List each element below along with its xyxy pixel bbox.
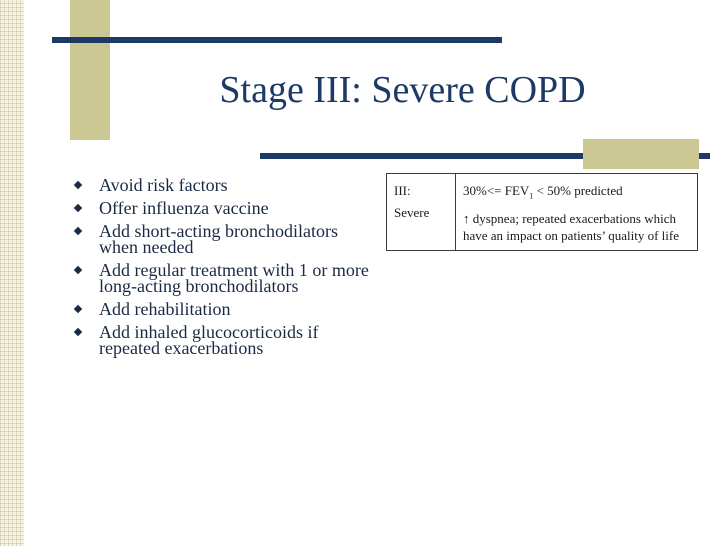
stage-cell <box>387 174 456 251</box>
diamond-bullet-icon <box>74 266 82 274</box>
table-row <box>387 174 698 251</box>
side-stripe-decoration <box>0 0 24 546</box>
diamond-bullet-icon <box>74 181 82 189</box>
diamond-bullet-icon <box>74 227 82 235</box>
bullet-item: Add short-acting bronchodilators when needed <box>72 223 372 255</box>
bullet-list <box>72 177 372 363</box>
diamond-bullet-icon <box>74 204 82 212</box>
slide-title: Stage III: Severe COPD <box>219 69 586 111</box>
fev-criterion: $30\%<= FEV_1 < 50\%$ predicted <box>463 183 623 201</box>
stage-label: III: <box>394 183 411 198</box>
olive-block-top <box>70 0 110 140</box>
severity-label: Severe <box>394 205 430 220</box>
olive-block-mid <box>583 139 699 169</box>
bullet-item: Avoid risk factors <box>72 177 372 193</box>
bullet-item: Add regular treatment with 1 or more long-acting bronchodilators <box>72 262 372 294</box>
stage-table <box>386 173 698 251</box>
diamond-bullet-icon <box>74 305 82 313</box>
symptoms-text: ↑ dyspnea; repeated exacerbations which have an impact on patients’ quality of life <box>463 210 679 243</box>
criteria-cell <box>456 174 698 251</box>
navy-rule-top <box>52 37 502 43</box>
bullet-item: Add rehabilitation <box>72 301 372 317</box>
diamond-bullet-icon <box>74 328 82 336</box>
bullet-item: Offer influenza vaccine <box>72 200 372 216</box>
bullet-item: Add inhaled glucocorticoids if repeated exacerbations <box>72 324 372 356</box>
